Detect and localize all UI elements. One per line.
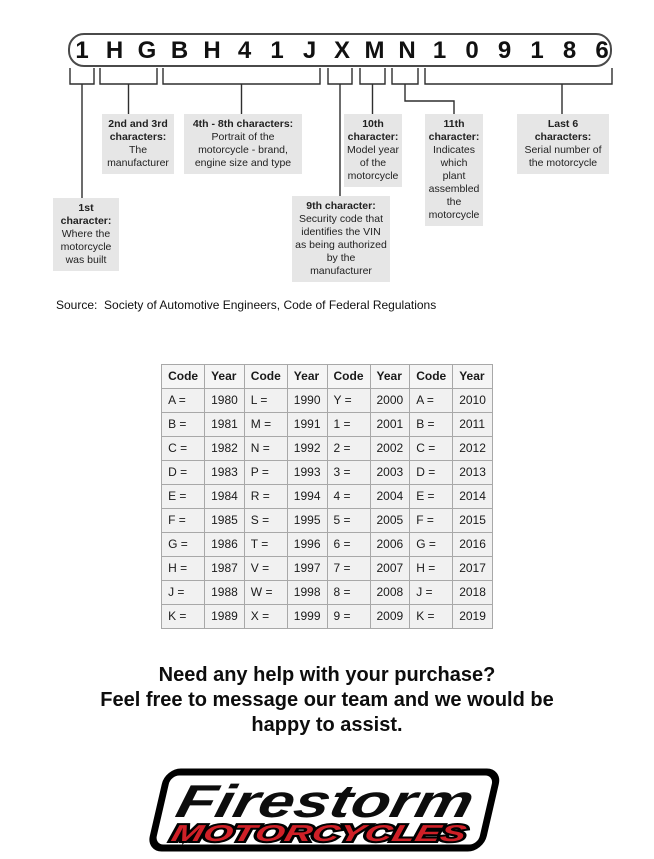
table-cell: 2000	[370, 389, 410, 413]
table-row	[162, 509, 493, 533]
info-box-last-6-characters	[517, 114, 609, 174]
table-cell: 1999	[287, 605, 327, 629]
info-box-body: The manufacturer	[107, 144, 169, 169]
info-box-heading: Last 6 characters:	[534, 118, 592, 143]
info-box-heading: 11th character:	[428, 118, 480, 143]
logo-graphic	[127, 768, 527, 854]
table-row	[162, 389, 493, 413]
help-line: happy to assist.	[251, 714, 403, 736]
table-cell: G =	[162, 533, 205, 557]
table-cell: 2001	[370, 413, 410, 437]
vin-char: X	[333, 37, 351, 64]
vin-char: H	[105, 37, 124, 64]
table-cell: C =	[410, 437, 453, 461]
table-cell: 2008	[370, 581, 410, 605]
vin-number-box	[68, 33, 612, 67]
table-cell: N =	[244, 437, 287, 461]
vin-char: M	[364, 37, 385, 64]
info-box-body: Serial number of the motorcycle	[524, 144, 602, 169]
table-cell: 2019	[453, 605, 493, 629]
table-cell: K =	[162, 605, 205, 629]
table-row	[162, 605, 493, 629]
table-cell: 2015	[453, 509, 493, 533]
year-table-body	[162, 389, 493, 629]
table-cell: 5 =	[327, 509, 370, 533]
table-cell: Y =	[327, 389, 370, 413]
table-row	[162, 461, 493, 485]
table-cell: S =	[244, 509, 287, 533]
vin-char: H	[203, 37, 221, 64]
info-box-body: Indicates which plant assembled the motorcycle	[428, 144, 480, 221]
table-cell: D =	[162, 461, 205, 485]
table-cell: 4 =	[327, 485, 370, 509]
table-cell: B =	[410, 413, 453, 437]
table-cell: 2010	[453, 389, 493, 413]
table-cell: 7 =	[327, 557, 370, 581]
table-cell: 1981	[205, 413, 245, 437]
year-table-header-cell: Code	[162, 365, 205, 389]
table-cell: 2006	[370, 533, 410, 557]
table-cell: J =	[162, 581, 205, 605]
vin-diagram	[0, 0, 654, 292]
table-cell: 1989	[205, 605, 245, 629]
table-cell: 1982	[205, 437, 245, 461]
table-cell: P =	[244, 461, 287, 485]
table-cell: F =	[410, 509, 453, 533]
table-cell: 8 =	[327, 581, 370, 605]
vin-char: N	[398, 37, 416, 64]
table-cell: 2012	[453, 437, 493, 461]
table-cell: 1985	[205, 509, 245, 533]
table-cell: E =	[162, 485, 205, 509]
table-row	[162, 437, 493, 461]
vin-char: 1	[75, 37, 89, 64]
help-line: Feel free to message our team and we would be	[100, 689, 554, 711]
table-cell: 2007	[370, 557, 410, 581]
table-row	[162, 413, 493, 437]
table-cell: 9 =	[327, 605, 370, 629]
vin-char: 9	[497, 37, 512, 64]
table-cell: 1998	[287, 581, 327, 605]
table-cell: A =	[162, 389, 205, 413]
source-note: Source: Society of Automotive Engineers, Code of Federal Regulations	[56, 298, 437, 312]
table-row	[162, 557, 493, 581]
vin-char: 8	[562, 37, 577, 64]
table-cell: 1986	[205, 533, 245, 557]
table-cell: 1992	[287, 437, 327, 461]
table-cell: F =	[162, 509, 205, 533]
year-table-header-cell: Code	[410, 365, 453, 389]
table-cell: R =	[244, 485, 287, 509]
info-box-body: Portrait of the motorcycle - brand, engine size and type	[194, 131, 292, 169]
table-cell: 2003	[370, 461, 410, 485]
logo-subtitle: MOTORCYCLES	[169, 820, 354, 846]
table-cell: 2005	[370, 509, 410, 533]
info-box-heading: 9th character:	[306, 200, 376, 212]
info-box-body: Model year of the motorcycle	[347, 144, 399, 182]
table-cell: 1994	[287, 485, 327, 509]
table-cell: K =	[410, 605, 453, 629]
table-cell: X =	[244, 605, 287, 629]
year-table-header-row	[162, 365, 493, 389]
year-table-header-cell: Year	[370, 365, 410, 389]
table-cell: 2014	[453, 485, 493, 509]
year-code-table	[161, 364, 493, 629]
table-cell: J =	[410, 581, 453, 605]
vin-char: B	[170, 37, 189, 64]
table-cell: 2018	[453, 581, 493, 605]
vin-char: 4	[237, 37, 252, 64]
info-box-body: Security code that identifies the VIN as being authorized by the manufacturer	[295, 213, 387, 277]
table-cell: 2013	[453, 461, 493, 485]
table-cell: H =	[162, 557, 205, 581]
vin-char: 1	[530, 37, 544, 64]
table-cell: D =	[410, 461, 453, 485]
table-cell: 1993	[287, 461, 327, 485]
info-box-heading: 4th - 8th characters:	[192, 118, 294, 130]
table-cell: 1 =	[327, 413, 370, 437]
table-cell: 1991	[287, 413, 327, 437]
info-box-1st-character	[53, 198, 119, 271]
table-cell: 1988	[205, 581, 245, 605]
table-cell: 1987	[205, 557, 245, 581]
info-box-2nd-3rd-characters	[102, 114, 174, 174]
table-cell: 2002	[370, 437, 410, 461]
table-cell: W =	[244, 581, 287, 605]
table-cell: 2017	[453, 557, 493, 581]
year-table-header-cell: Year	[453, 365, 493, 389]
help-text	[0, 663, 654, 738]
table-cell: 2016	[453, 533, 493, 557]
table-cell: T =	[244, 533, 287, 557]
info-box-heading: 2nd and 3rd characters:	[108, 118, 168, 143]
info-box-9th-character	[292, 196, 390, 282]
table-cell: 1983	[205, 461, 245, 485]
table-cell: 1996	[287, 533, 327, 557]
table-cell: G =	[410, 533, 453, 557]
table-cell: 1984	[205, 485, 245, 509]
table-row	[162, 533, 493, 557]
vin-char: 6	[595, 37, 609, 64]
table-cell: M =	[244, 413, 287, 437]
info-box-heading: 10th character:	[347, 118, 399, 143]
table-cell: A =	[410, 389, 453, 413]
table-cell: V =	[244, 557, 287, 581]
vin-char: 1	[432, 37, 447, 64]
year-table-header-cell: Code	[327, 365, 370, 389]
table-cell: 1995	[287, 509, 327, 533]
vin-char: 0	[465, 37, 479, 64]
vin-char: J	[302, 37, 317, 64]
table-cell: H =	[410, 557, 453, 581]
table-cell: E =	[410, 485, 453, 509]
year-table-header-cell: Year	[287, 365, 327, 389]
table-cell: 3 =	[327, 461, 370, 485]
table-cell: 1997	[287, 557, 327, 581]
vin-char: G	[137, 37, 157, 64]
table-cell: C =	[162, 437, 205, 461]
year-table-header-cell: Code	[244, 365, 287, 389]
info-box-body: Where the motorcycle was built	[60, 228, 112, 266]
table-cell: B =	[162, 413, 205, 437]
table-cell: L =	[244, 389, 287, 413]
table-cell: 1990	[287, 389, 327, 413]
table-cell: 2004	[370, 485, 410, 509]
table-cell: 2 =	[327, 437, 370, 461]
table-row	[162, 485, 493, 509]
info-box-10th-character	[344, 114, 402, 187]
info-box-heading: 1st character:	[60, 202, 112, 227]
table-cell: 1980	[205, 389, 245, 413]
help-line: Need any help with your purchase?	[158, 664, 496, 686]
table-cell: 2009	[370, 605, 410, 629]
info-box-4th-8th-characters	[184, 114, 302, 174]
vin-char: 1	[270, 37, 284, 64]
logo-wordmark: Firestorm	[171, 775, 396, 827]
year-table-header-cell: Year	[205, 365, 245, 389]
table-row	[162, 581, 493, 605]
firestorm-logo	[0, 768, 654, 859]
info-box-11th-character	[425, 114, 483, 226]
table-cell: 6 =	[327, 533, 370, 557]
table-cell: 2011	[453, 413, 493, 437]
